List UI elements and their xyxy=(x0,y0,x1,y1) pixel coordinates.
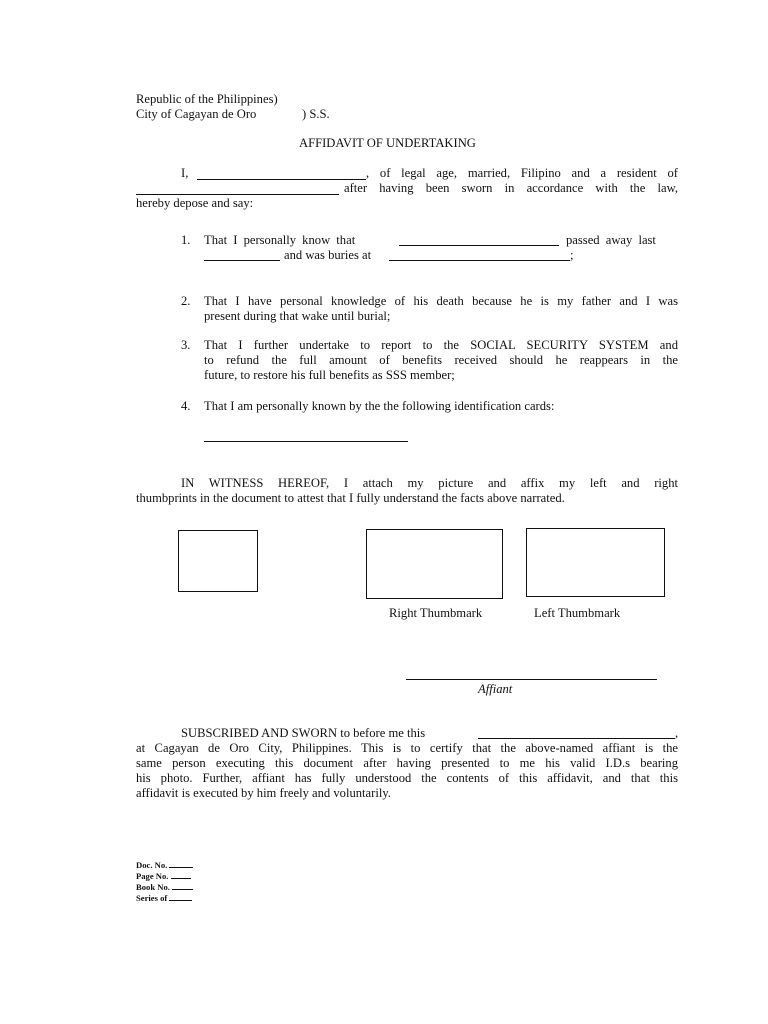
doc-no-blank[interactable] xyxy=(169,859,193,868)
intro-mid: , of legal age, married, Filipino and a resident of xyxy=(366,166,678,180)
header-republic: Republic of the Philippines) xyxy=(136,92,278,106)
jurat-line1: SUBSCRIBED AND SWORN to before me this xyxy=(181,726,426,740)
item-3-number: 3. xyxy=(181,338,191,352)
item-2-line2: present during that wake until burial; xyxy=(204,309,391,323)
item-1-text-d: ; xyxy=(570,248,574,262)
affiant-label: Affiant xyxy=(478,682,513,696)
residence-blank[interactable] xyxy=(136,194,339,195)
id-cards-blank[interactable] xyxy=(204,441,408,442)
intro-after: after having been sworn in accordance with the law, xyxy=(344,181,678,195)
affiant-signature-line[interactable] xyxy=(406,679,657,680)
witness-line1: IN WITNESS HEREOF, I attach my picture and affix my left and right xyxy=(181,476,678,490)
item-4-line1: That I am personally known by the the following identification cards: xyxy=(204,399,555,413)
picture-box[interactable] xyxy=(178,530,258,592)
item-1-text-c: and was buries at xyxy=(284,248,372,262)
right-thumbmark-box[interactable] xyxy=(366,529,503,599)
header-ss: ) S.S. xyxy=(302,107,330,121)
deceased-name-blank[interactable] xyxy=(399,245,559,246)
death-date-blank[interactable] xyxy=(204,260,280,261)
notarial-page-no: Page No. xyxy=(136,870,191,882)
jurat-line3: same person executing this document after having presented to me his valid I.D.s bearing xyxy=(136,756,678,770)
item-2-number: 2. xyxy=(181,294,191,308)
jurat-line2: at Cagayan de Oro City, Philippines. This is to certify that the above-named affiant is the xyxy=(136,741,678,755)
name-blank[interactable] xyxy=(197,179,366,180)
jurat-line1-end: , xyxy=(675,726,679,740)
jurat-line4: his photo. Further, affiant has fully understood the contents of this affidavit, and that this xyxy=(136,771,678,785)
witness-line2: thumbprints in the document to attest that I fully understand the facts above narrated. xyxy=(136,491,565,505)
item-3-line2: to refund the full amount of benefits received should he reappears in the xyxy=(204,353,678,367)
left-thumbmark-box[interactable] xyxy=(526,528,665,597)
item-3-line3: future, to restore his full benefits as SSS member; xyxy=(204,368,455,382)
page-title: AFFIDAVIT OF UNDERTAKING xyxy=(299,136,476,150)
item-1-text-a: That I personally know that xyxy=(204,233,356,247)
item-2-line1: That I have personal knowledge of his death because he is my father and I was xyxy=(204,294,678,308)
right-thumbmark-label: Right Thumbmark xyxy=(389,606,483,620)
header-city: City of Cagayan de Oro xyxy=(136,107,257,121)
item-3-line1: That I further undertake to report to the SOCIAL SECURITY SYSTEM and xyxy=(204,338,678,352)
item-1-text-b: passed away last xyxy=(566,233,656,247)
page-no-blank[interactable] xyxy=(171,870,191,879)
notarial-book-no: Book No. xyxy=(136,881,193,893)
burial-place-blank[interactable] xyxy=(389,260,570,261)
item-4-number: 4. xyxy=(181,399,191,413)
jurat-date-blank[interactable] xyxy=(478,738,675,739)
book-no-blank[interactable] xyxy=(172,881,193,890)
series-blank[interactable] xyxy=(169,892,192,901)
left-thumbmark-label: Left Thumbmark xyxy=(534,606,621,620)
item-1-number: 1. xyxy=(181,233,191,247)
jurat-line5: affidavit is executed by him freely and voluntarily. xyxy=(136,786,391,800)
notarial-doc-no: Doc. No. xyxy=(136,859,193,871)
notarial-series: Series of xyxy=(136,892,192,904)
intro-start: I, xyxy=(181,166,189,180)
intro-line3: hereby depose and say: xyxy=(136,196,254,210)
